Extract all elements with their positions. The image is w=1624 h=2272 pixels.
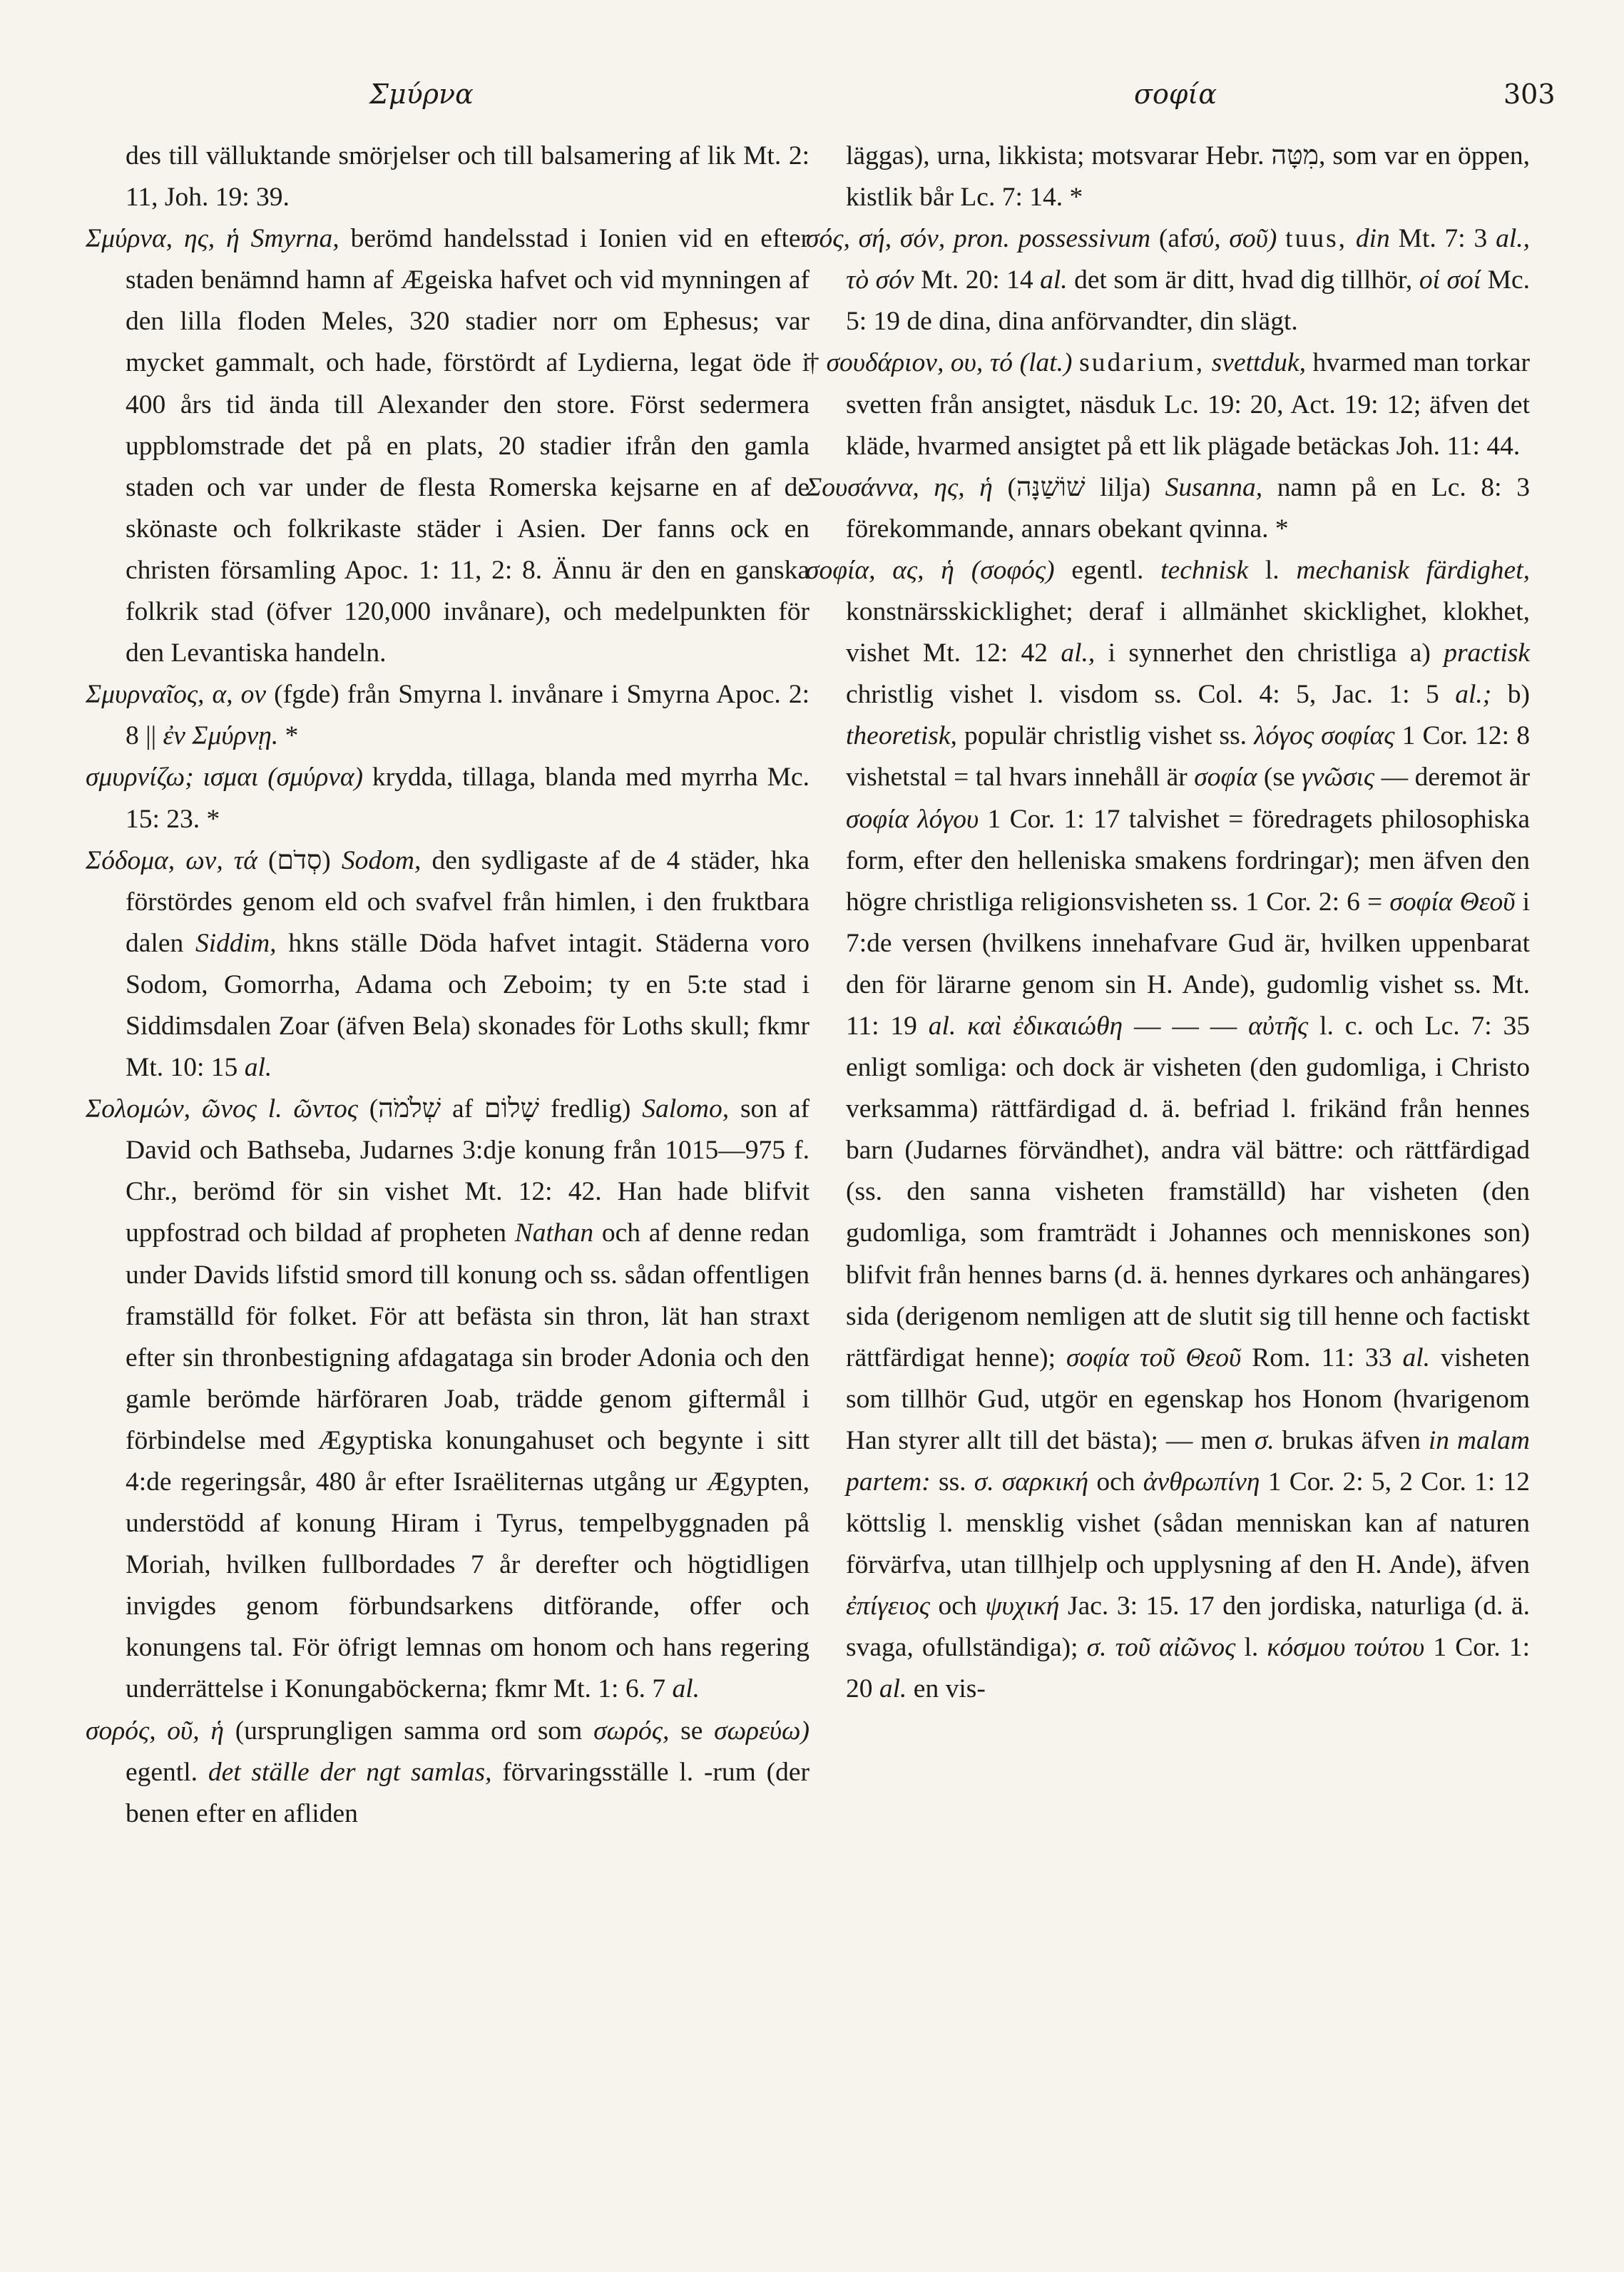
t17: ss. [938,1467,966,1497]
definition: krydda, tillaga, blanda med myrrha Mc. 15: 23. [126,763,810,834]
headword: σορός, οῦ, ἡ [86,1716,224,1746]
t9: (se [1263,763,1295,793]
al-abbrev: al. [244,1053,272,1083]
entry-solomon [86,1089,810,1710]
i4: theoretisk, [846,721,957,751]
lang-label: (lat.) [1019,348,1073,378]
continuation-text [806,136,1530,218]
al-abbrev: al. [928,1011,956,1041]
entry-smyrnizo [86,757,810,840]
t20: och [938,1591,977,1621]
headword: Σόδομα, ων, τά [86,845,257,875]
star-mark: * [285,721,299,751]
entry-sos [806,218,1530,342]
al-abbrev: al. [672,1674,700,1704]
g10: σ. σαρκική [974,1467,1089,1497]
g11: ἀνθρωπίνη [1143,1467,1260,1497]
headword: σός, σή, σόν, [806,224,946,254]
al-abbrev: al. [879,1674,907,1704]
definition-cont: hkns ställe Döda hafvet intagit. Städerna voro Sodom, Gomorrha, Adama och Zeboim; ty en 5:te stad i Siddimsdalen Zoar (äfven Bela) skonades för Loths skull; fkmr Mt. 10: 15 [126,928,810,1083]
definition: (ursprungligen samma ord som [235,1716,583,1746]
t3: konstnärsskicklighet; deraf i allmänhet skicklighet, klokhet, vishet Mt. 12: 42 [846,597,1530,668]
continuation-text: des till välluktande smörjelser och till balsamering af lik Mt. 2: 11, Joh. 19: 39. [126,141,810,213]
headword: σοφία, ας, ἡ [806,555,954,585]
text-b: Mt. 7: 3 [1398,224,1488,254]
g5: σοφία Θεοῦ [1389,887,1516,917]
t1: egentl. [1071,555,1144,585]
see-text: se [680,1716,703,1746]
star-mark: * [206,804,220,834]
place-name: Siddim, [195,928,277,958]
person-name: Nathan [514,1218,594,1248]
etymology: (σοφός) [971,555,1055,585]
g12: ἐπίγειος [846,1591,930,1621]
hebrew-form: (שְׁלֹמֹה [369,1094,441,1124]
greek-phrase: οἱ σοί [1419,265,1481,295]
t13: l. c. och Lc. 7: 35 enligt somliga: och dock är visheten (den gudomliga, i Christo verksamma) rättfärdigad d. ä. befriad l. frikänd från hennes barn (Judarnes förvändhet), andra väl bättre: och rättfärdigad (ss. den sanna visheten framställd) har visheten (den gudomliga, som framträdt i Johannes och menniskones son) blifvit från hennes barns (d. ä. hennes dyrkares och anhängares) sida (derigenom nemligen att de slutit sig till henne och factiskt rättfärdigat henne); [846,1011,1531,1372]
definition: (fgde) från Smyrna l. invånare i Smyrna Apoc. 2: 8 || [126,680,810,751]
dashes: — — — [1133,1011,1237,1041]
definition: fredlig) [550,1094,631,1124]
t14: Rom. 11: 33 [1252,1343,1392,1372]
headword: σουδάριον, ου, τό [826,348,1013,378]
definition-cont: förvaringsställe l. -rum (der benen efter en afliden [126,1757,810,1828]
gloss: Susanna, [1165,472,1263,502]
headword: Σμυρναῖος, α, ον [86,680,267,710]
latin-gloss: tuus, [1285,224,1348,254]
gloss: Salomo, [642,1094,730,1124]
latin-gloss: sudarium, [1079,348,1205,378]
gloss: svettduk, [1211,348,1306,378]
egentl-text: egentl. [126,1757,198,1787]
running-head-right: σοφία [1134,78,1217,110]
running-head-left: Σμύρνα [369,78,474,110]
af-word: af [452,1094,474,1124]
al-abbrev: al., [1061,638,1096,668]
entry-sophia [806,550,1530,1711]
t8: 1 Cor. 12: 8 vishetstal = tal hvars innehåll är [846,721,1531,793]
definition-cont2: och af denne redan under Davids lifstid smord till konung och ss. sådan offentligen framställd för folket. För att befästa sin thron, lät han straxt efter sin thronbestigning afdagataga sin broder Adonia och den gamle berömde härföraren Joab, trädde genom giftermål i förbindelse med Ægyptiska konungahuset och begynte i sitt 4:de regeringsår, 480 år efter Israëliternas utgång ur Ægypten, understödd af konung Hiram i Tyrus, tempelbyggnaden på Moriah, hvilken fullbordades 7 år derefter och högtidligen invigdes genom förbundsarkens ditförande, offer och konungens tal. För öfrigt lemnas om honom och hans regering underrättelse i Konungaböckerna; fkmr Mt. 1: 6. 7 [126,1218,810,1704]
g7: αὐτῆς [1248,1011,1309,1041]
entry-smyrnaios [86,674,810,757]
text-c: Mt. 20: 14 [921,265,1033,295]
dagger-mark: † [806,348,819,378]
i5: in malam partem: [846,1425,1531,1497]
g8: σοφία τοῦ Θεοῦ [1066,1343,1242,1372]
continuation-b: som var en öppen, kistlik bår Lc. 7: 14. [846,141,1531,213]
g13: ψυχική [985,1591,1060,1621]
i1: technisk [1160,555,1249,585]
text-a: lilja) [1100,472,1150,502]
i2: mechanisk färdighet, [1296,555,1530,585]
definition-cont: son af David och Bathseba, Judarnes 3:dje konung från 1015—975 f. Chr., berömd för sin vishet Mt. 12: 42. Han hade blifvit uppfostrad och bildad af propheten [126,1094,810,1248]
pos-label: pron. possessivum [954,224,1151,254]
hebrew-form: (סְדֹם) [268,845,331,875]
g3: γνῶσις [1302,763,1375,793]
text-e: Mc. 5: 19 de dina, dina anförvandter, din slägt. [846,265,1531,337]
entry-sousanna [806,467,1530,550]
t22: l. [1244,1633,1259,1663]
gloss: din [1355,224,1390,254]
t7: populär christlig vishet ss. [964,721,1247,751]
t24: en vis- [913,1674,986,1704]
g15: κόσμου τούτου [1267,1633,1425,1663]
g6: καὶ ἐδικαιώθη [967,1011,1123,1041]
definition: hvarmed man torkar svetten från ansigtet, näsduk Lc. 19: 20, Act. 19: 12; äfven det kläde, hvarmed ansigtet på ett lik plägade betäckas Joh. 11: 44. [846,348,1531,461]
entry-soudarion [806,342,1530,467]
star-mark: * [1069,183,1083,213]
al-abbrev: al.; [1455,680,1492,710]
star-mark: * [1275,514,1289,544]
i3: practisk [1444,638,1531,668]
etymology: (σμύρνα) [267,763,364,793]
t19: 1 Cor. 2: 5, 2 Cor. 1: 12 köttslig l. mensklig vishet (sådan menniskan kan af naturen förvärfva, utan tillhjelp och upplysning af den H. Ande), äfven [846,1467,1531,1580]
headword: Σμύρνα, ης, ἡ [86,224,240,254]
g9: σ. [1254,1425,1275,1455]
al-abbrev: al. [1402,1343,1431,1372]
t23: 1 Cor. 1: 20 [846,1633,1531,1704]
headword: Σουσάννα, ης, ἡ [806,472,993,502]
entry-sodoma [86,840,810,1089]
g14: σ. τοῦ αἰῶνος [1086,1633,1236,1663]
definition: berömd handelsstad i Ionien vid en efter staden benämnd hamn af Ægeiska hafvet och vid mynningen af den lilla floden Meles, 320 stadier norr om Ephesus; var mycket gammalt, och hade, förstördt af Lydierna, legat öde i 400 års tid ända till Alexander den store. Först sedermera uppblomstrade det på en plats, 20 stadier ifrån den gamla staden och var under de flesta Romerska kejsarne en af de skönaste och folkrikaste städer i Asien. Der fanns ock en christen församling Apoc. 1: 11, 2: 8. Ännu är den en ganska folkrik stad (öfver 120,000 invånare), och medelpunkten för den Levantiska handeln. [126,224,810,668]
t18: och [1096,1467,1135,1497]
t12: i 7:de versen (hvilkens innehafvare Gud är, hvilken uppenbarat den för lärarne genom sin H. Ande), gudomlig vishet ss. Mt. 11: 19 [846,887,1531,1041]
greek-word: σωρός, [593,1716,670,1746]
text-a: (af [1158,224,1189,254]
al-abbrev: al., [1496,224,1531,254]
definition: den sydligaste af de 4 städer, hka förstördes genom eld och svafvel från himlen, i den fruktbara dalen [126,845,810,958]
g2: σοφία [1194,763,1257,793]
text-d: det som är ditt, hvad dig tillhör, [1074,265,1413,295]
t21: Jac. 3: 15. 17 den jordiska, naturliga (d. ä. svaga, ofullständiga); [846,1591,1530,1663]
t11: 1 Cor. 1: 17 talvishet = föredragets philosophiska form, efter den helleniska smakens fordringar); men äfven den högre christliga religionsvisheten ss. 1 Cor. 2: 6 = [846,804,1530,917]
page-number: 303 [1503,78,1556,110]
left-column [86,136,810,1835]
gloss: Sodom, [341,845,422,875]
hebrew-word: מִטָּה, [1271,141,1326,170]
al-abbrev: al. [1040,265,1068,295]
definition: namn på en Lc. 8: 3 förekommande, annars obekant qvinna. [846,472,1530,544]
continuation-a: läggas), urna, likkista; motsvarar Hebr. [846,141,1265,170]
greek-phrase: τὸ σόν [846,265,914,295]
g1: λόγος σοφίας [1254,721,1395,751]
t4: i synnerhet den christliga a) [1108,638,1431,668]
t16: brukas äfven [1282,1425,1421,1455]
greek-word: σωρεύω) [714,1716,810,1746]
hebrew-root: שָׁלוֹם [484,1094,540,1124]
headword: σμυρνίζω; ισμαι [86,763,259,793]
hebrew-form: (שׁוֹשַׁנָּה [1007,472,1086,502]
right-column [806,136,1530,1711]
greek-word: σύ, σοῦ) [1188,224,1277,254]
greek-phrase: ἐν Σμύρνῃ. [163,721,279,751]
g4: σοφία λόγου [846,804,979,834]
t5: christlig vishet l. visdom ss. Col. 4: 5, Jac. 1: 5 [846,680,1439,710]
italic-gloss: det ställe der ngt samlas, [208,1757,492,1787]
t2: l. [1265,555,1280,585]
t15: visheten som tillhör Gud, utgör en egenskap hos Honom (hvarigenom Han styrer allt till det bästa); — men [846,1343,1531,1455]
t6: b) [1507,680,1530,710]
t10: — deremot är [1381,763,1531,793]
gloss: Smyrna, [250,224,339,254]
headword: Σολομών, ῶνος l. ῶντος [86,1094,358,1124]
entry-smyrna [86,218,810,674]
entry-soros [86,1711,810,1835]
